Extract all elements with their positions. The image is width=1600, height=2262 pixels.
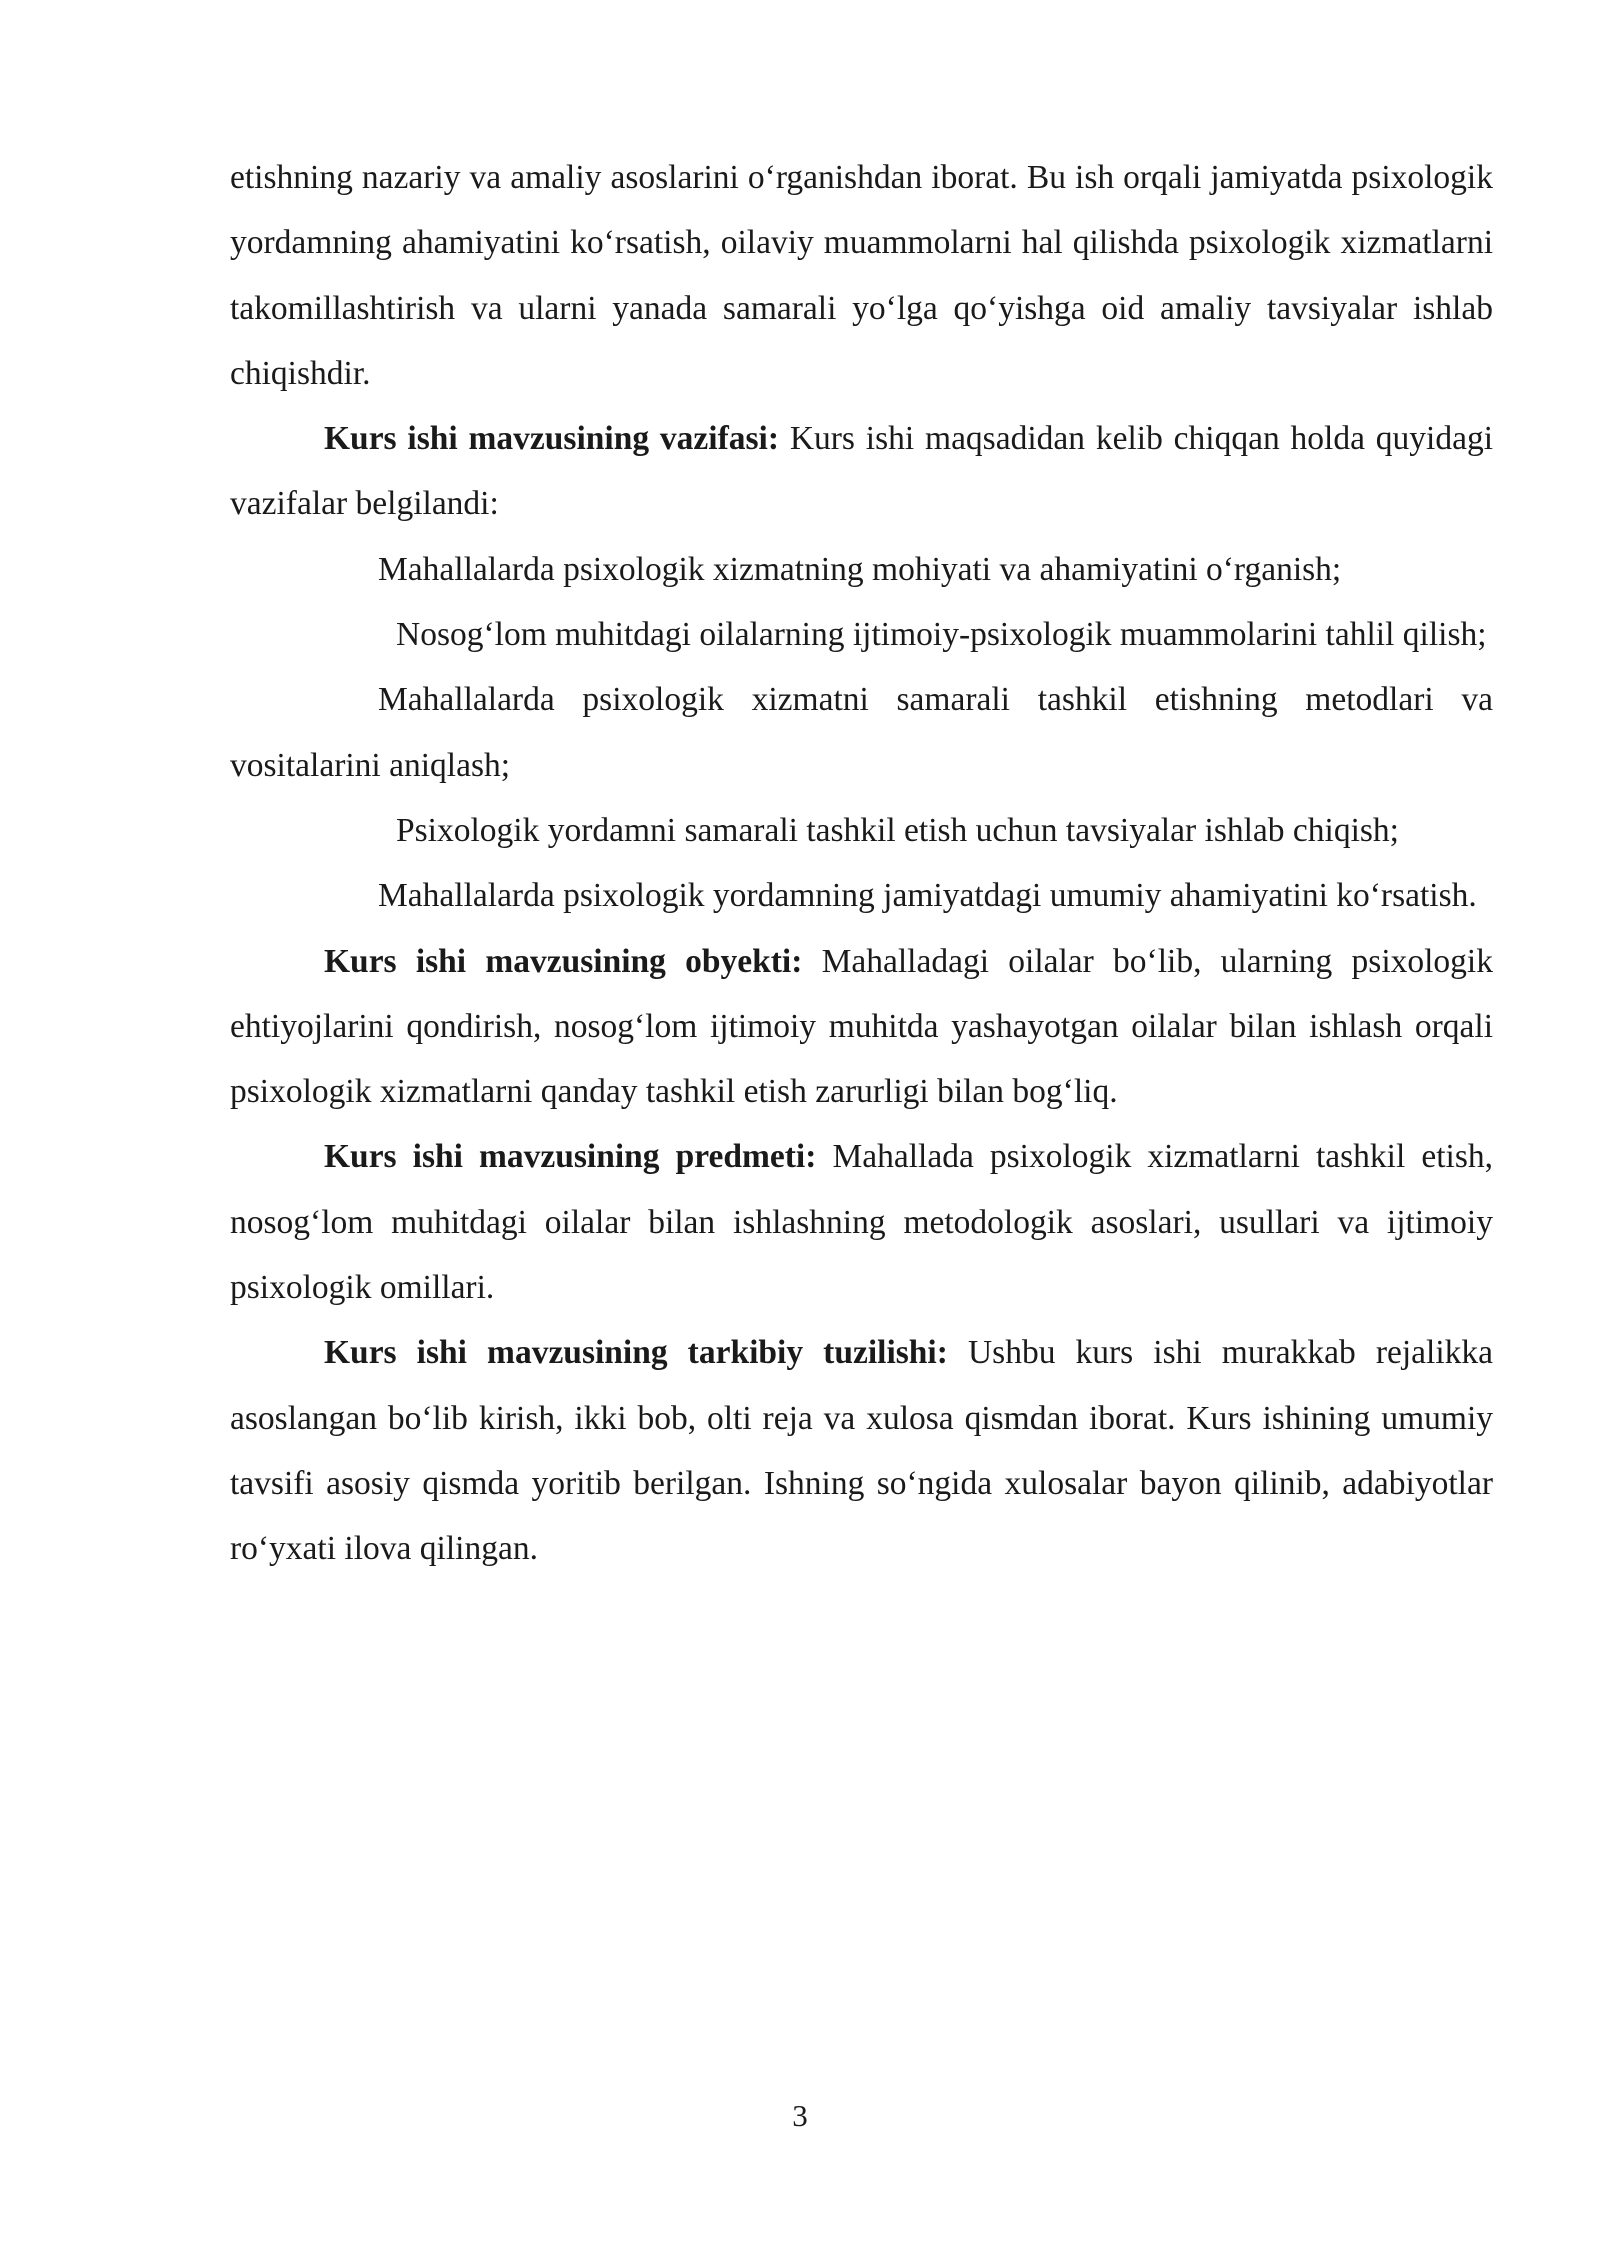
tasks-text: Kurs ishi maqsadidan kelib chiqqan holda quyidagi vazifalar belgilandi: — [230, 420, 1493, 523]
object-heading: Kurs ishi mavzusining obyekti: — [324, 942, 803, 980]
intro-continuation-paragraph: etishning nazariy va amaliy asoslarini oʻrganishdan iborat. Bu ish orqali jamiyatda psixologik yordamning ahamiyatini koʻrsatish, oilaviy muammolarni hal qilishda psixologik xizmatlarni takomillashtirish va ularni yanada samarali yoʻlga qoʻyishga oid amaliy tavsiyalar ishlab chiqishdir. — [230, 159, 1493, 392]
object-paragraph — [230, 929, 1493, 1125]
object-text: Mahalladagi oilalar boʻlib, ularning psixologik ehtiyojlarini qondirish, nosogʻlom ijtimoiy muhitda yashayotgan oilalar bilan ishlash orqali psixologik xizmatlarni qanday tashkil etish zarurligi bilan bogʻliq. — [230, 942, 1493, 1111]
structure-paragraph — [230, 1320, 1493, 1581]
subject-text: Mahallada psixologik xizmatlarni tashkil etish, nosogʻlom muhitdagi oilalar bilan ishlashning metodologik asoslari, usullari va ijtimoiy psixologik omillari. — [230, 1138, 1493, 1307]
task-item: Psixologik yordamni samarali tashkil etish uchun tavsiyalar ishlab chiqish; — [396, 811, 1399, 849]
page-number: 3 — [792, 2098, 808, 2133]
structure-text: Ushbu kurs ishi murakkab rejalikka asoslangan boʻlib kirish, ikki bob, olti reja va xulosa qismdan iborat. Kurs ishining umumiy tavsifi asosiy qismda yoritib berilgan. Ishning soʻngida xulosalar bayon qilinib, adabiyotlar roʻyxati ilova qilingan. — [230, 1334, 1493, 1568]
subject-heading: Kurs ishi mavzusining predmeti: — [324, 1138, 817, 1176]
tasks-heading: Kurs ishi mavzusining vazifasi: — [324, 420, 779, 458]
subject-paragraph — [230, 1124, 1493, 1320]
document-page — [230, 145, 1493, 1582]
task-item: Mahallalarda psixologik xizmatning mohiyati va ahamiyatini oʻrganish; — [378, 550, 1342, 588]
tasks-paragraph — [230, 406, 1493, 537]
structure-heading: Kurs ishi mavzusining tarkibiy tuzilishi: — [324, 1334, 948, 1372]
task-item: Mahallalarda psixologik xizmatni samarali tashkil etishning metodlari va vositalarini aniqlash; — [230, 681, 1493, 784]
task-item: Nosogʻlom muhitdagi oilalarning ijtimoiy-psixologik muammolarini tahlil qilish; — [396, 616, 1487, 654]
task-item: Mahallalarda psixologik yordamning jamiyatdagi umumiy ahamiyatini koʻrsatish. — [378, 877, 1477, 915]
